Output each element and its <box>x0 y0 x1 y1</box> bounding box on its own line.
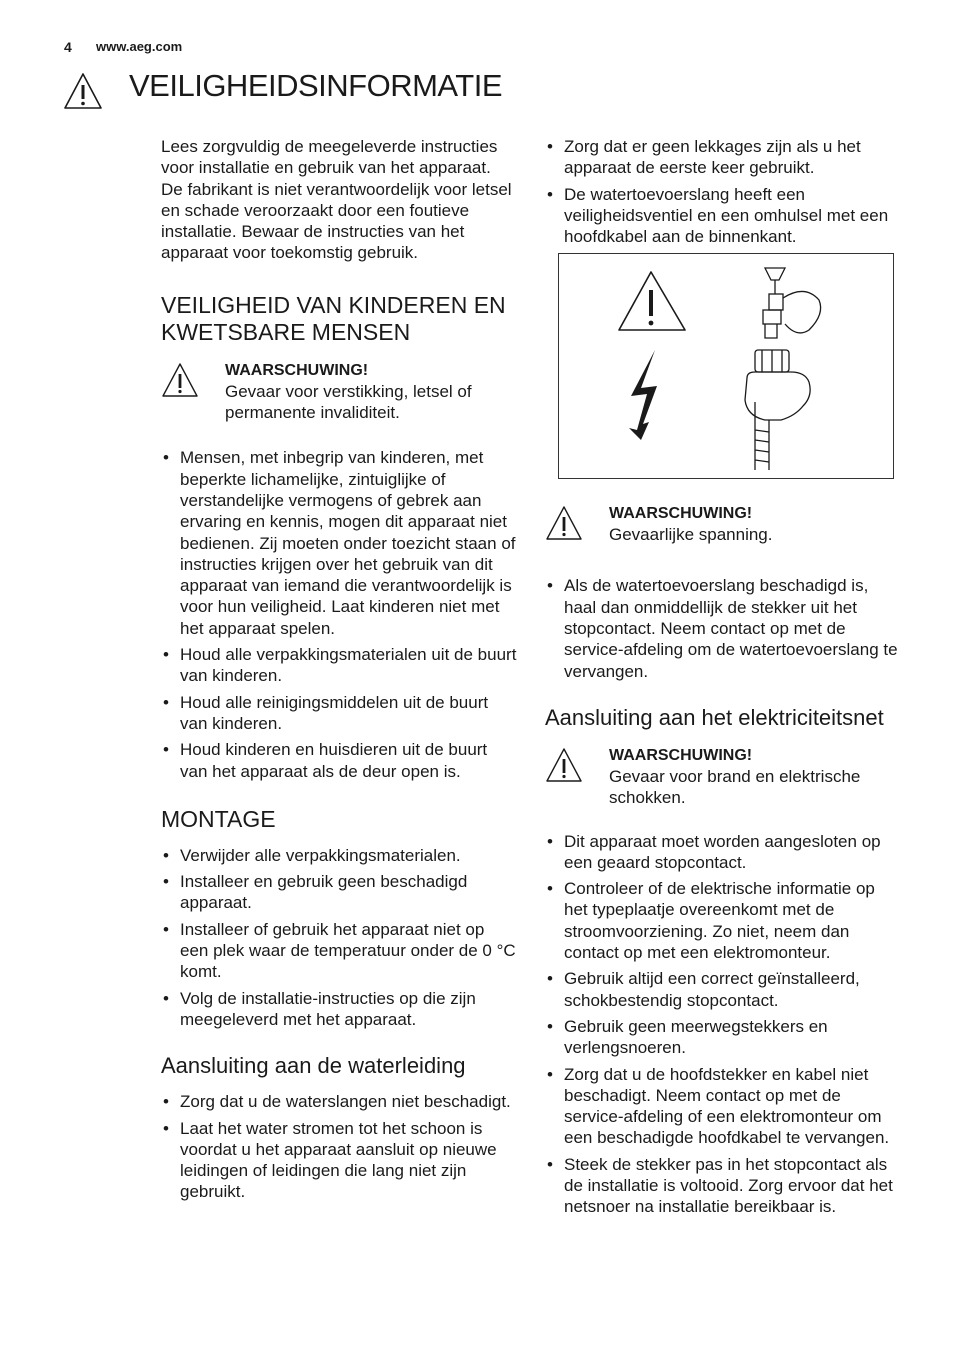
montage-heading: MONTAGE <box>161 805 276 832</box>
warning-text: Gevaar voor brand en elektrische schokken. <box>609 766 861 808</box>
warning-title: WAARSCHUWING! <box>609 746 753 764</box>
list-item: • Zorg dat u de waterslangen niet beschadigt. <box>161 1091 517 1112</box>
water-list-right <box>545 136 901 247</box>
hose-valve-icon <box>745 350 810 470</box>
electric-list <box>545 831 901 1218</box>
list-item: • Laat het water stromen tot het schoon is voordat u het apparaat aansluit op nieuwe leidingen of leidingen die lang niet zijn gebruikt. <box>161 1118 517 1203</box>
list-item: • Houd alle reinigingsmiddelen uit de buurt van kinderen. <box>161 692 517 735</box>
list-item: • De watertoevoerslang heeft een veiligheidsventiel en een omhulsel met een hoofdkabel aan de binnenkant. <box>545 184 901 248</box>
tap-icon <box>763 268 821 338</box>
list-item: • Installeer en gebruik geen beschadigd apparaat. <box>161 871 517 914</box>
children-heading: VEILIGHEID VAN KINDEREN EN KWETSBARE MENSEN <box>161 291 506 345</box>
warning-text: Gevaarlijke spanning. <box>609 525 773 545</box>
list-item: • Zorg dat er geen lekkages zijn als u het apparaat de eerste keer gebruikt. <box>545 136 901 179</box>
list-item: • Gebruik altijd een correct geïnstalleerd, schokbestendig stopcontact. <box>545 968 901 1011</box>
lightning-icon <box>629 350 657 440</box>
site-url[interactable]: www.aeg.com <box>96 39 183 54</box>
list-item: • Gebruik geen meerwegstekkers en verlengsnoeren. <box>545 1016 901 1059</box>
list-item: • Dit apparaat moet worden aangesloten op een geaard stopcontact. <box>545 831 901 874</box>
warning-icon <box>545 747 583 783</box>
list-item: • Houd alle verpakkingsmaterialen uit de buurt van kinderen. <box>161 644 517 687</box>
children-list <box>161 447 517 781</box>
list-item: • Houd kinderen en huisdieren uit de buurt van het apparaat als de deur open is. <box>161 739 517 782</box>
warning-icon <box>545 505 583 541</box>
list-item: • Installeer of gebruik het apparaat niet op een plek waar de temperatuur onder de 0 °C komt. <box>161 919 517 983</box>
electric-warning <box>545 745 901 809</box>
water-heading: Aansluiting aan de waterleiding <box>161 1053 466 1079</box>
water-list-left <box>161 1091 517 1202</box>
electric-heading: Aansluiting aan het elektriciteitsnet <box>545 704 884 730</box>
list-item: • Steek de stekker pas in het stopcontact als de installatie is voltooid. Zorg ervoor dat het netsnoer na installatie bereikbaar is. <box>545 1154 901 1218</box>
list-item: • Mensen, met inbegrip van kinderen, met beperkte lichamelijke, zintuiglijke of verstandelijke vermogens of gebrek aan ervaring en kennis, mogen dit apparaat niet bedienen. Zij moeten onder toezicht staan of instructies krijgen over het gebruik van dit apparaat van iemand die verantwoordelijk is voor hun veiligheid. Laat kinderen niet met het apparaat spelen. <box>161 447 517 639</box>
warning-title: WAARSCHUWING! <box>609 505 753 523</box>
list-item: • Volg de installatie-instructies op die zijn meegeleverd met het apparaat. <box>161 988 517 1031</box>
montage-list <box>161 845 517 1030</box>
left-column <box>161 136 517 1208</box>
list-item: • Controleer of de elektrische informatie op het typeplaatje overeenkomt met de stroomvoorziening. Zo niet, neem dan contact op met een elektromonteur. <box>545 878 901 963</box>
list-item: • Zorg dat u de hoofdstekker en kabel niet beschadigt. Neem contact op met de service-afdeling of een elektromonteur om een beschadigde hoofdkabel te vervangen. <box>545 1064 901 1149</box>
children-warning <box>161 360 517 424</box>
page-number: 4 <box>64 39 72 55</box>
list-item: • Verwijder alle verpakkingsmaterialen. <box>161 845 517 866</box>
right-column <box>545 136 901 1223</box>
hose-illustration <box>558 253 894 479</box>
list-item: • Als de watertoevoerslang beschadigd is, haal dan onmiddellijk de stekker uit het stopcontact. Neem contact op met de service-afdeling om de watertoevoerslang te vervangen. <box>545 575 901 681</box>
warning-triangle-icon <box>63 72 103 110</box>
voltage-warning <box>545 503 901 563</box>
warning-icon <box>619 272 685 330</box>
intro-text: Lees zorgvuldig de meegeleverde instructies voor installatie en gebruik van het apparaat. De fabrikant is niet verantwoordelijk voor letsel en schade veroorzaakt door een foutieve installatie. Bewaar de instructies van het apparaat voor toekomstig gebruik. <box>161 137 512 263</box>
page-title: VEILIGHEIDSINFORMATIE <box>129 68 503 103</box>
water-list-after <box>545 575 901 681</box>
warning-icon <box>161 362 199 398</box>
hose-drawing <box>559 254 893 478</box>
warning-title: WAARSCHUWING! <box>225 361 369 379</box>
warning-text: Gevaar voor verstikking, letsel of permanente invaliditeit. <box>225 381 472 423</box>
